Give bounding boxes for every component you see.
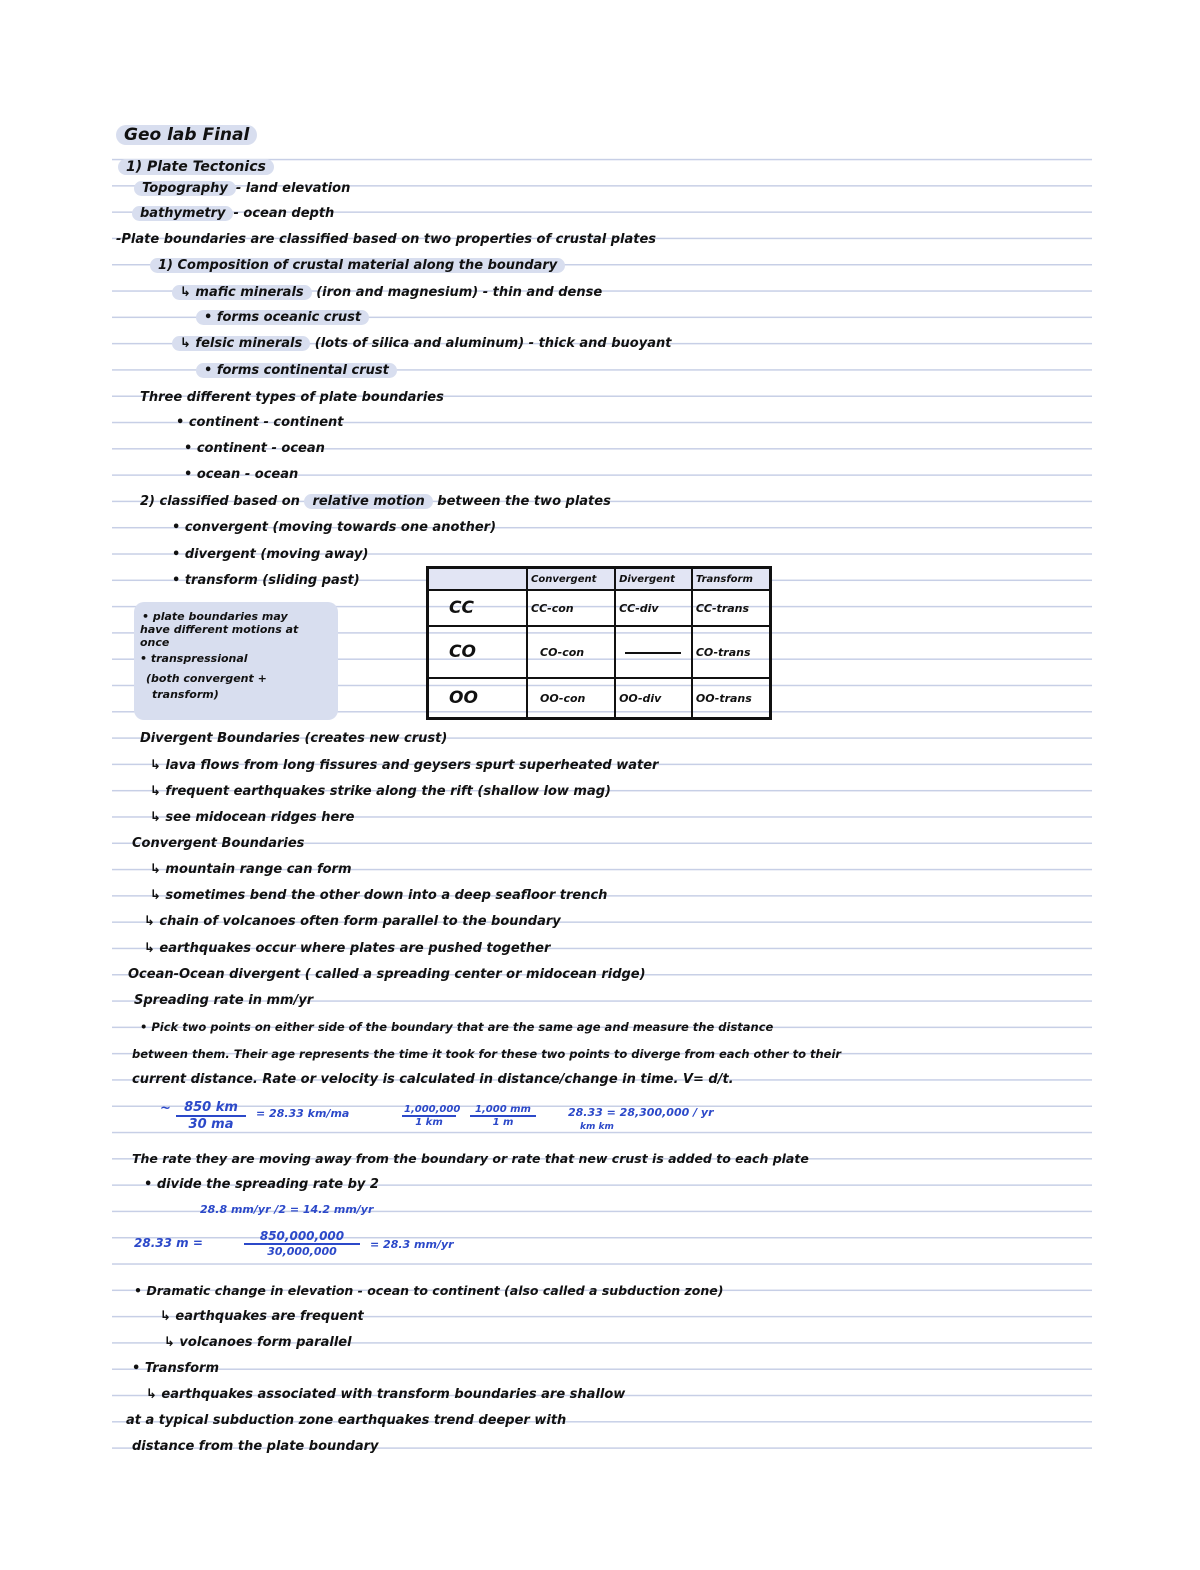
table-header-cell: Divergent (615, 568, 692, 591)
table-row-label: CC (428, 590, 528, 626)
boundary-table (426, 566, 772, 720)
table-cell: CC-con (527, 590, 615, 626)
plate-intro-line: -Plate boundaries are classified based on two properties of crustal plates (116, 232, 657, 247)
page-margin-top (0, 0, 1200, 136)
transform-point: at a typical subduction zone earthquakes trend deeper with (126, 1413, 567, 1428)
side-note-line: have different motions at (140, 623, 299, 636)
subduction-point: ↳ volcanoes form parallel (164, 1335, 352, 1350)
transform-def-line: • transform (sliding past) (172, 573, 360, 588)
property-1-line: 1) Composition of crustal material along the boundary (150, 257, 565, 275)
table-header-cell: Transform (692, 568, 771, 591)
table-cell: CO-con (527, 626, 615, 678)
divergent-point: ↳ lava flows from long fissures and geysers spurt superheated water (150, 758, 659, 773)
calc2-right: = 28.3 mm/yr (370, 1238, 454, 1251)
fraction-conversion-m: $\frac{1,000 mm}{1 m}$ (470, 1104, 536, 1128)
table-cell: CO-trans (692, 626, 771, 678)
table-row (428, 678, 771, 718)
section-plate-tectonics: 1) Plate Tectonics (118, 158, 274, 176)
property-2-line: 2) classified based on relative motion between the two plates (140, 494, 611, 509)
side-note-line: • plate boundaries may (142, 610, 288, 623)
side-note-box (134, 602, 338, 720)
oo-type-line: • ocean - ocean (184, 467, 299, 482)
divergent-point: ↳ see midocean ridges here (150, 810, 355, 825)
table-row (428, 590, 771, 626)
convergent-point: ↳ earthquakes occur where plates are pushed together (144, 941, 551, 956)
page-margin-right (1092, 0, 1200, 1570)
table-row-label: OO (428, 678, 528, 718)
convergent-def-line: • convergent (moving towards one another) (172, 520, 497, 535)
divergent-def-line: • divergent (moving away) (172, 547, 369, 562)
procedure-line: • Pick two points on either side of the boundary that are the same age and measure the distance (140, 1020, 774, 1034)
rate-line: The rate they are moving away from the boundary or rate that new crust is added to each plate (132, 1151, 809, 1166)
transform-heading: • Transform (132, 1361, 219, 1376)
mafic-line: ↳ mafic minerals (iron and magnesium) - thin and dense (172, 284, 602, 302)
side-note-line: once (140, 636, 170, 649)
three-types-line: Three different types of plate boundaries (140, 390, 444, 405)
fraction-distance-time: $\frac{850 km}{30 ma}$ (176, 1100, 246, 1132)
table-row-label: CO (428, 626, 528, 678)
felsic-line: ↳ felsic minerals (lots of silica and aluminum) - thick and buoyant (172, 335, 671, 353)
table-cell-empty (615, 626, 692, 678)
co-type-line: • continent - ocean (184, 441, 325, 456)
half-rate-calc: 28.8 mm/yr /2 = 14.2 mm/yr (200, 1203, 374, 1216)
bathymetry-line: bathymetry - ocean depth (132, 205, 334, 223)
calc-units: km km (580, 1122, 614, 1132)
calc-result-2: 28.33 = 28,300,000 / yr (568, 1106, 714, 1119)
calc2-left: 28.33 m = (134, 1236, 203, 1250)
table-header-cell: Convergent (527, 568, 615, 591)
convergent-point: ↳ sometimes bend the other down into a deep seafloor trench (150, 888, 608, 903)
continental-crust-line: • forms continental crust (196, 362, 397, 380)
convergent-heading: Convergent Boundaries (132, 836, 305, 851)
fraction-mm-years: $\frac{850,000,000}{30,000,000}$ (244, 1229, 360, 1258)
dramatic-change-line: • Dramatic change in elevation - ocean to continent (also called a subduction zone) (134, 1283, 724, 1298)
ocean-ocean-divergent-line: Ocean-Ocean divergent ( called a spreading center or midocean ridge) (128, 967, 646, 982)
title-highlight: Geo lab Final (116, 125, 257, 145)
side-note-line: transform) (152, 688, 219, 701)
dash-mark (625, 652, 681, 654)
cc-type-line: • continent - continent (176, 415, 344, 430)
table-cell: OO-div (615, 678, 692, 718)
divergent-point: ↳ frequent earthquakes strike along the rift (shallow low mag) (150, 784, 611, 799)
subduction-point: ↳ earthquakes are frequent (160, 1309, 364, 1324)
page-title (116, 126, 257, 144)
page-margin-bottom (0, 1462, 1200, 1570)
side-note-line: • transpressional (140, 652, 248, 665)
spreading-rate-heading: Spreading rate in mm/yr (134, 993, 314, 1008)
divide-line: • divide the spreading rate by 2 (144, 1177, 379, 1192)
oceanic-crust-line: • forms oceanic crust (196, 309, 369, 327)
procedure-line: between them. Their age represents the time it took for these two points to diverge from each other to their (132, 1047, 842, 1061)
calc-tilde: ~ (160, 1101, 171, 1116)
transform-point: distance from the plate boundary (132, 1439, 379, 1454)
table-row (428, 626, 771, 678)
convergent-point: ↳ chain of volcanoes often form parallel to the boundary (144, 914, 561, 929)
topography-line: Topography - land elevation (134, 180, 350, 198)
table-header-row (428, 568, 771, 591)
table-cell: OO-trans (692, 678, 771, 718)
convergent-point: ↳ mountain range can form (150, 862, 352, 877)
side-note-line: (both convergent + (146, 672, 267, 685)
fraction-conversion-km: $\frac{1,000,000}{1 km}$ (404, 1104, 461, 1128)
divergent-heading: Divergent Boundaries (creates new crust) (140, 731, 448, 746)
transform-point: ↳ earthquakes associated with transform boundaries are shallow (146, 1387, 626, 1402)
table-header-cell (428, 568, 528, 591)
table-cell: CC-div (615, 590, 692, 626)
table-cell: OO-con (527, 678, 615, 718)
table-cell: CC-trans (692, 590, 771, 626)
procedure-line: current distance. Rate or velocity is calculated in distance/change in time. V= d/t. (132, 1072, 734, 1087)
calc-result-1: = 28.33 km/ma (256, 1107, 350, 1120)
page-margin-left (0, 0, 112, 1570)
